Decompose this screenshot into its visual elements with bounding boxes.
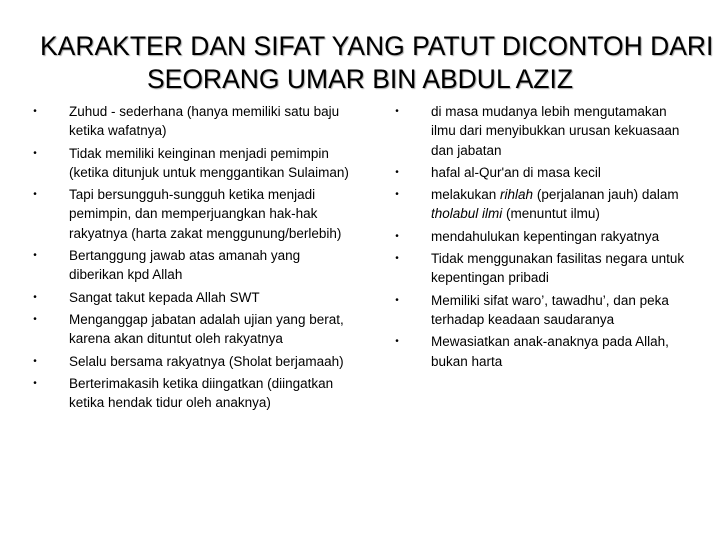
text-run: mendahulukan kepentingan rakyatnya [431,228,660,244]
list-item [392,227,692,246]
bullet-icon: • [33,313,37,325]
list-item-text [431,187,679,221]
list-item [392,185,692,224]
list-item [392,102,692,160]
list-item-text [431,334,669,368]
list-item-text [431,229,659,244]
italic-term: rihlah [500,187,534,203]
list-item-text: Bertanggung jawab atas amanah yang diberikan kpd Allah [69,248,301,283]
bullet-icon: • [33,355,37,367]
text-run: melakukan [431,187,501,203]
bullet-icon: • [395,336,399,348]
bullet-icon: • [33,250,37,262]
list-item [30,246,350,285]
text-run: (perjalanan jauh) dalam [533,187,679,203]
title-line-2: SEORANG UMAR BIN ABDUL AZIZ [146,64,574,94]
bullet-icon: • [33,147,37,159]
bullet-icon: • [395,106,399,117]
list-item-text: Berterimakasih ketika diingatkan (diingatkan ketika hendak tidur oleh anaknya) [69,375,334,411]
list-item-text: Tidak memiliki keinginan menjadi pemimpin (ketika ditunjuk untuk menggantikan Sulaiman) [69,145,349,180]
list-item-text: Menganggap jabatan adalah ujian yang berat, karena akan dituntut oleh rakyatnya [69,311,344,347]
bullet-icon: • [395,230,399,242]
list-item [30,310,350,349]
text-run: di masa mudanya lebih mengutamakan ilmu dari menyibukkan urusan kekuasaan dan jabatan [431,104,680,158]
list-item [392,163,692,182]
list-item-text: Tapi bersungguh-sungguh ketika menjadi pemimpin, dan memperjuangkan hak-hak rakyatnya (harta zakat menggunung/berlebih) [69,187,342,241]
list-item [30,352,350,371]
list-item [30,185,350,243]
bullet-icon: • [395,189,399,201]
text-run: Memiliki sifat waro’, tawadhu’, dan peka terhadap keadaan saudaranya [431,292,669,327]
list-item [30,374,350,413]
italic-term: tholabul ilmi [431,206,503,222]
bullet-icon: • [395,253,399,265]
list-item-text [431,251,684,285]
bullet-icon: • [395,294,399,306]
right-bullet-list [392,102,692,374]
left-bullet-list [30,102,350,415]
list-item [30,102,350,141]
text-run: Mewasiatkan anak-anaknya pada Allah, bukan harta [431,334,669,369]
list-item-text: Selalu bersama rakyatnya (Sholat berjamaah) [69,353,344,369]
list-item [30,144,350,183]
title-line-1: KARAKTER DAN SIFAT YANG PATUT DICONTOH DARI [40,31,714,61]
bullet-icon: • [33,106,37,117]
slide-title [40,30,714,96]
list-item [392,332,692,371]
text-run: (menuntut ilmu) [502,206,600,222]
bullet-icon: • [395,166,399,178]
list-item-text: Sangat takut kepada Allah SWT [69,289,260,305]
list-item-text [431,165,601,180]
list-item-text [431,293,669,327]
list-item-text: Zuhud - sederhana (hanya memiliki satu baju ketika wafatnya) [69,104,340,139]
bullet-icon: • [33,377,37,389]
list-item [392,291,692,330]
text-run: Tidak menggunakan fasilitas negara untuk kepentingan pribadi [431,251,685,286]
text-run: hafal al-Qur'an di masa kecil [431,164,601,180]
list-item [30,288,350,307]
bullet-icon: • [33,291,37,303]
list-item-text [431,104,679,158]
list-item [392,249,692,288]
bullet-icon: • [33,189,37,201]
